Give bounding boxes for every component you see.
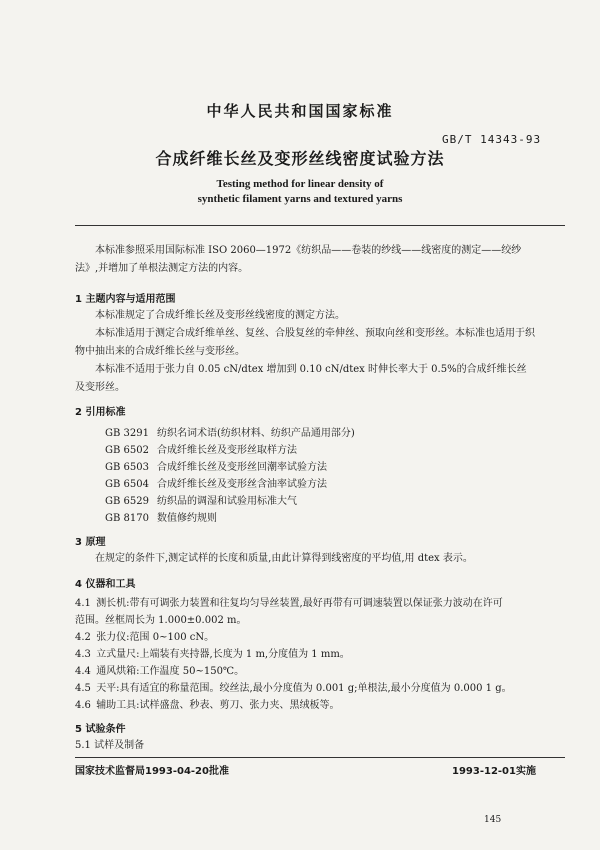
footer-divider [75,757,565,758]
subsection-5-1-heading: 5.1 试样及制备 [75,740,145,751]
section-1-paragraph-2a: 本标准适用于测定合成纤维单丝、复丝、合股复丝的牵伸丝、预取向丝和变形丝。本标准也适用于织 [95,328,535,339]
section-1-paragraph-3a: 本标准不适用于张力自 0.05 cN/dtex 增加到 0.10 cN/dtex 时伸长率大于 0.5%的合成纤维长丝 [95,364,527,375]
reference-item [105,475,327,490]
reference-title: 合成纤维长丝及变形丝回潮率试验方法 [157,462,327,473]
section-1-heading: 1 主题内容与适用范围 [75,294,176,305]
item-text: 张力仪:范围 0~100 cN。 [96,632,215,643]
national-standard-heading: 中华人民共和国国家标准 [206,102,394,120]
section-4-heading: 4 仪器和工具 [75,579,136,590]
item-number: 4.6 [75,700,91,711]
reference-item [105,509,217,524]
section-3-heading: 3 原理 [75,537,106,548]
instrument-item [75,663,555,680]
document-title-en-line1: Testing method for linear density of [216,178,384,190]
item-number: 4.5 [75,683,91,694]
reference-title: 纺织品的调湿和试验用标准大气 [157,496,297,507]
header-divider [75,225,565,226]
item-number: 4.1 [75,598,91,609]
section-3-paragraph: 在规定的条件下,测定试样的长度和质量,由此计算得到线密度的平均值,用 dtex 表示。 [95,553,473,564]
reference-item [105,458,327,473]
instrument-item-continuation [75,612,555,629]
section-1-paragraph-3b: 及变形丝。 [75,382,125,393]
reference-item [105,424,355,439]
reference-code: GB 8170 [105,513,149,524]
reference-code: GB 6504 [105,479,149,490]
item-text: 范围。丝框周长为 1.000±0.002 m。 [75,615,247,626]
item-text: 测长机:带有可调张力装置和往复均匀导丝装置,最好再带有可调速装置以保证张力波动在许可 [96,598,503,609]
section-5-heading: 5 试验条件 [75,724,126,735]
item-text: 通风烘箱:工作温度 50~150℃。 [96,666,245,677]
standard-code: GB/T 14343-93 [442,133,542,146]
reference-title: 数值修约规则 [157,513,217,524]
intro-line2: 法》,并增加了单根法测定方法的内容。 [75,263,249,274]
item-number: 4.3 [75,649,91,660]
instrument-item [75,697,555,714]
reference-item [105,492,297,507]
reference-code: GB 6529 [105,496,149,507]
instrument-item [75,629,555,646]
effective-date: 1993-12-01实施 [452,766,536,777]
reference-code: GB 6502 [105,445,149,456]
reference-title: 纺织名词术语(纺织材料、纺织产品通用部分) [157,428,355,439]
item-text: 立式量尺:上端装有夹持器,长度为 1 m,分度值为 1 mm。 [96,649,350,660]
item-number: 4.4 [75,666,91,677]
reference-title: 合成纤维长丝及变形丝含油率试验方法 [157,479,327,490]
document-title-cn: 合成纤维长丝及变形丝线密度试验方法 [155,149,445,168]
instrument-item [75,680,555,697]
item-text: 辅助工具:试样盛盘、秒表、剪刀、张力夹、黑绒板等。 [96,700,340,711]
reference-item [105,441,297,456]
document-title-en-line2: synthetic filament yarns and textured yarns [197,193,403,205]
reference-code: GB 6503 [105,462,149,473]
approval-date: 国家技术监督局1993-04-20批准 [75,766,229,777]
reference-code: GB 3291 [105,428,149,439]
section-1-paragraph-1: 本标准规定了合成纤维长丝及变形丝线密度的测定方法。 [95,310,345,321]
item-text: 天平:具有适宜的称量范围。绞丝法,最小分度值为 0.001 g;单根法,最小分度值为 0.000 1 g。 [96,683,512,694]
intro-line1: 本标准参照采用国际标准 ISO 2060—1972《纺织品——卷装的纱线——线密度的测定——绞纱 [95,245,522,256]
reference-title: 合成纤维长丝及变形丝取样方法 [157,445,297,456]
instrument-item [75,595,555,612]
page-number: 145 [484,815,502,825]
instrument-item [75,646,555,663]
section-2-heading: 2 引用标准 [75,407,126,418]
item-number: 4.2 [75,632,91,643]
section-1-paragraph-2b: 物中抽出来的合成纤维长丝与变形丝。 [75,346,245,357]
